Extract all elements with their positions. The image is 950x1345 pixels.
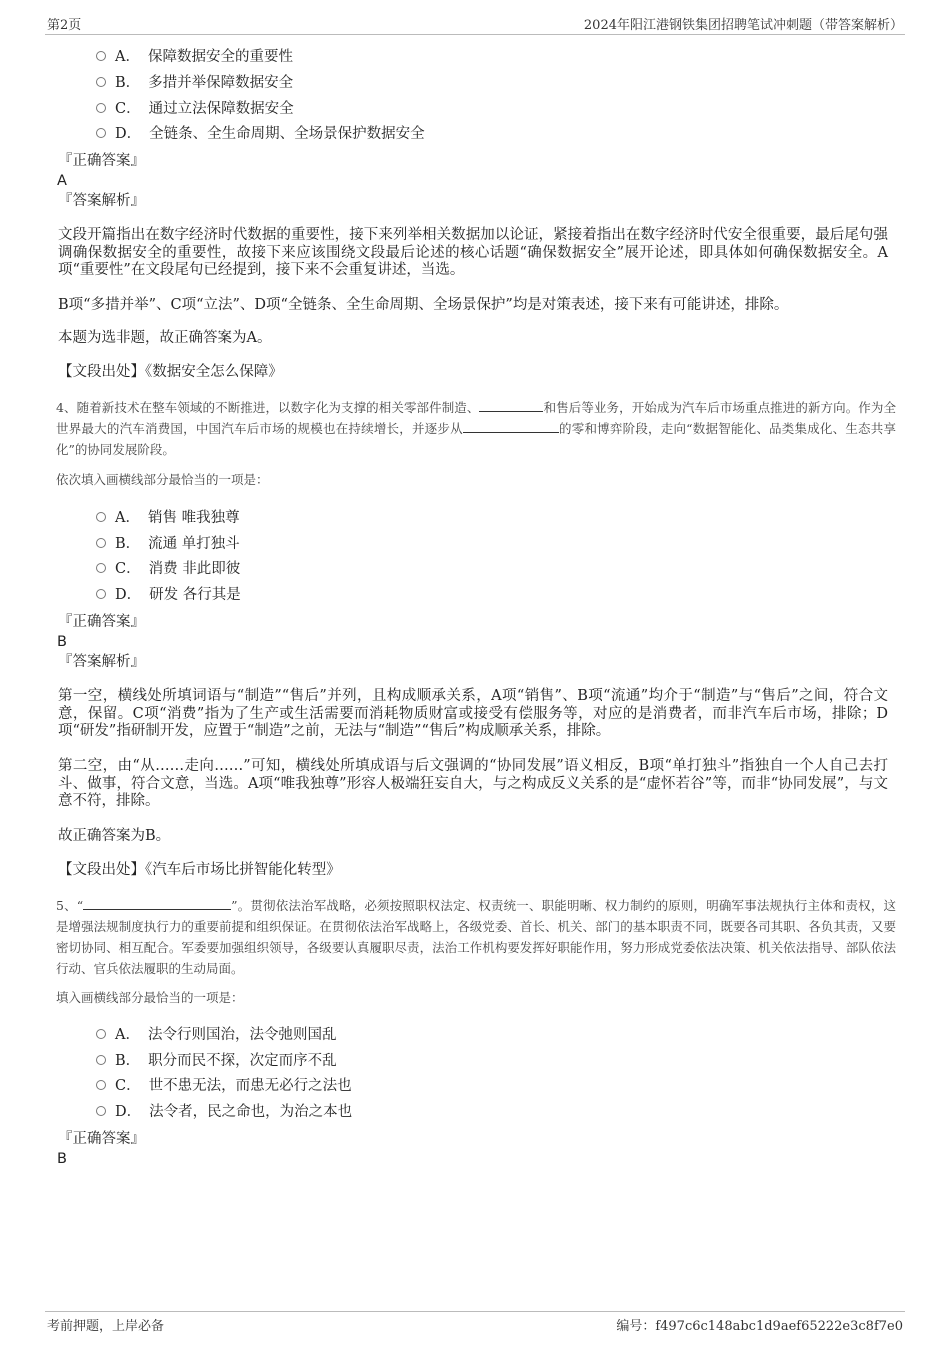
q4-answer: B	[57, 634, 67, 650]
q5-option-c[interactable]: C． 世不患无法，而患无必行之法也	[96, 1076, 352, 1096]
radio-icon[interactable]	[96, 538, 106, 548]
q3-answer-label: 『正确答案』	[58, 153, 145, 169]
q5-option-b[interactable]: B． 职分而民不探，次定而序不乱	[96, 1051, 337, 1071]
q3-analysis-label: 『答案解析』	[58, 193, 145, 209]
q4-stem: 4、随着新技术在整车领域的不断推进，以数字化为支撑的相关零部件制造、 和售后等业务，开始成为汽车后市场重点推进的新方向。作为全世界最大的汽车消费国，中国汽车后市场的规模也在持续增长，并逐步从 的零和博弈阶段，走向“数据智能化、品类集成化、生态共享化”的协同发展阶段。	[56, 400, 896, 457]
radio-icon[interactable]	[96, 1080, 106, 1090]
radio-icon[interactable]	[96, 1029, 106, 1039]
q3-answer: A	[57, 173, 67, 189]
q4-analysis-label: 『答案解析』	[58, 654, 145, 670]
q4-option-c[interactable]: C． 消费 非此即彼	[96, 559, 240, 579]
radio-icon[interactable]	[96, 128, 106, 138]
q4-option-d[interactable]: D． 研发 各行其是	[96, 585, 241, 605]
q5-option-d[interactable]: D． 法令者，民之命也，为治之本也	[96, 1102, 352, 1122]
q3-analysis-paragraph: 本题为选非题，故正确答案为A。	[58, 330, 272, 346]
q5-prompt: 填入画横线部分最恰当的一项是：	[56, 990, 244, 1005]
page-footer	[45, 1311, 905, 1334]
document-id: 编号：f497c6c148abc1d9aef65222e3c8f7e0	[616, 1319, 903, 1334]
q4-answer-label: 『正确答案』	[58, 614, 145, 630]
q3-option-c[interactable]: C． 通过立法保障数据安全	[96, 99, 294, 119]
radio-icon[interactable]	[96, 103, 106, 113]
radio-icon[interactable]	[96, 563, 106, 573]
fill-blank	[83, 909, 231, 910]
q3-analysis-paragraph: B项“多措并举”、C项“立法”、D项“全链条、全生命周期、全场景保护”均是对策表述，接下来有可能讲述，排除。	[58, 297, 789, 313]
page-header	[45, 14, 905, 35]
q4-analysis-paragraph: 故正确答案为B。	[58, 828, 171, 844]
q4-source: 【文段出处】《汽车后市场比拼智能化转型》	[58, 862, 341, 878]
fill-blank	[479, 411, 543, 412]
radio-icon[interactable]	[96, 51, 106, 61]
radio-icon[interactable]	[96, 1106, 106, 1116]
q3-option-b[interactable]: B． 多措并举保障数据安全	[96, 73, 293, 93]
radio-icon[interactable]	[96, 512, 106, 522]
q4-prompt: 依次填入画横线部分最恰当的一项是：	[56, 472, 269, 487]
q4-option-b[interactable]: B． 流通 单打独斗	[96, 534, 240, 554]
q4-analysis-paragraph: 第二空，由“从……走向……”可知，横线处所填成语与后文强调的“协同发展”语义相反，B项“单打独斗”指独自一个人自己去打斗、做事，符合文意，当选。A项“唯我独尊”形容人极端狂妄自大，与之构成反义关系的是“虚怀若谷”等，而非“协同发展”，与文意不符，排除。	[58, 758, 888, 809]
radio-icon[interactable]	[96, 77, 106, 87]
radio-icon[interactable]	[96, 1055, 106, 1065]
q4-option-a[interactable]: A． 销售 唯我独尊	[96, 508, 240, 528]
q3-option-d[interactable]: D． 全链条、全生命周期、全场景保护数据安全	[96, 124, 425, 144]
footer-slogan: 考前押题，上岸必备	[47, 1319, 165, 1334]
q3-option-a[interactable]: A． 保障数据安全的重要性	[96, 47, 293, 67]
q5-stem: 5、“ ”。贯彻依法治军战略，必须按照职权法定、权责统一、职能明晰、权力制约的原则，明确军事法规执行主体和责权，这是增强法规制度执行力的重要前提和组织保证。在贯彻依法治军战略上，各级党委、首长、机关、部门的基本职责不同，既要各司其职、各负其责，又要密切协同、相互配合。军委要加强组织领导，各级要认真履职尽责，法治工作机构要发挥好职能作用，努力形成党委依法决策、机关依法指导、部队依法行动、官兵依法履职的生动局面。	[56, 898, 896, 976]
fill-blank	[463, 432, 559, 433]
page-number: 第2页	[47, 18, 82, 33]
q3-analysis-paragraph: 文段开篇指出在数字经济时代数据的重要性，接下来列举相关数据加以论证，紧接着指出在数字经济时代安全很重要，最后尾句强调确保数据安全的重要性，故接下来应该围绕文段最后论述的核心话题“确保数据安全”展开论述，即具体如何确保数据安全。A项“重要性”在文段尾句已经提到，接下来不会重复讲述，当选。	[58, 227, 888, 278]
q4-analysis-paragraph: 第一空，横线处所填词语与“制造”“售后”并列，且构成顺承关系，A项“销售”、B项“流通”均介于“制造”与“售后”之间，符合文意，保留。C项“消费”指为了生产或生活需要而消耗物质财富或接受有偿服务等，对应的是消费者，而非汽车后市场，排除；D项“研发”指研制开发，应置于“制造”之前，无法与“制造”“售后”构成顺承关系，排除。	[58, 688, 888, 739]
q3-source: 【文段出处】《数据安全怎么保障》	[58, 364, 283, 380]
q5-answer-label: 『正确答案』	[58, 1131, 145, 1147]
q5-answer: B	[57, 1151, 67, 1167]
document-title: 2024年阳江港钢铁集团招聘笔试冲刺题（带答案解析）	[583, 18, 903, 33]
q5-option-a[interactable]: A． 法令行则国治，法令弛则国乱	[96, 1025, 336, 1045]
radio-icon[interactable]	[96, 589, 106, 599]
